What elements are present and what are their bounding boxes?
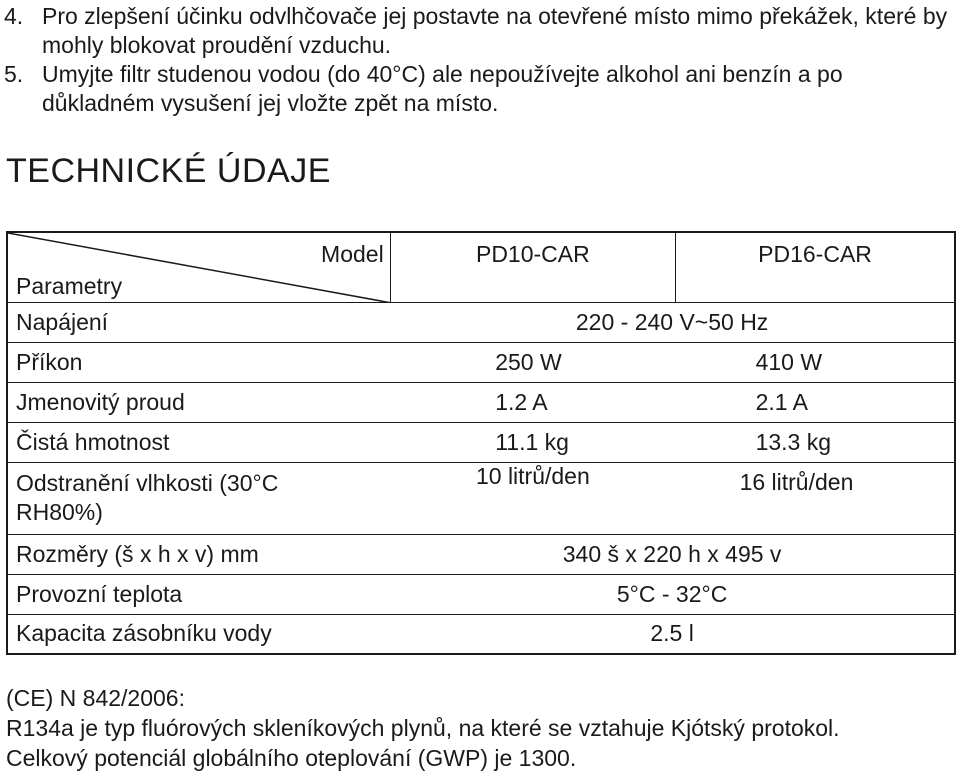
list-text: Pro zlepšení účinku odvlhčovače jej postavte na otevřené místo mimo překážek, které by mohly blokovat proudění vzduchu. [42,3,948,58]
header-pd10: PD10-CAR [390,232,675,302]
regulation-ref: (CE) N 842/2006: [6,685,185,711]
list-item [4,60,954,118]
table-row [7,302,955,342]
footer-notes [6,683,840,773]
row-label: Příkon [7,342,390,382]
table-row [7,574,955,614]
table-row [7,614,955,654]
gwp-note: Celkový potenciál globálního oteplování (GWP) je 1300. [6,745,577,771]
table-row [7,382,955,422]
row-value-pd16: 16 litrů/den [676,462,955,534]
list-number: 5. [4,61,24,87]
table-row [7,342,955,382]
section-heading: TECHNICKÉ ÚDAJE [6,152,331,190]
row-label: Provozní teplota [7,574,390,614]
row-value-pd16: 2.1 A [676,382,955,422]
row-label: Odstranění vlhkosti (30°C RH80%) [7,462,390,534]
row-label: Rozměry (š x h x v) mm [7,534,390,574]
table-header-row [7,232,955,302]
row-label: Jmenovitý proud [7,382,390,422]
table-row [7,422,955,462]
row-label: Kapacita zásobníku vody [7,614,390,654]
header-pd16: PD16-CAR [758,241,872,267]
refrigerant-note: R134a je typ fluórových skleníkových plynů, na které se vztahuje Kjótský protokol. [6,715,840,741]
row-value-shared: 5°C - 32°C [390,574,955,614]
list-item [4,2,954,60]
table-row [7,462,955,534]
header-params: Parametry [16,273,123,299]
row-value-pd10: 10 litrů/den [390,462,675,534]
row-value-pd16: 13.3 kg [676,422,955,462]
row-value-pd16: 410 W [676,342,955,382]
row-value-shared: 340 š x 220 h x 495 v [390,534,955,574]
row-value-pd10: 1.2 A [390,382,675,422]
list-text: Umyjte filtr studenou vodou (do 40°C) ale nepoužívejte alkohol ani benzín a po důkladném vysušení jej vložte zpět na místo. [42,61,843,116]
instruction-list [4,2,954,118]
spec-table [6,231,956,655]
row-value-pd10: 250 W [390,342,675,382]
row-value-shared: 220 - 240 V~50 Hz [390,302,955,342]
row-label: Čistá hmotnost [7,422,390,462]
table-row [7,534,955,574]
header-model: Model [321,241,384,267]
row-value-shared: 2.5 l [390,614,955,654]
row-value-pd10: 11.1 kg [390,422,675,462]
row-label: Napájení [7,302,390,342]
diagonal-header-cell [7,232,390,302]
list-number: 4. [4,3,24,29]
